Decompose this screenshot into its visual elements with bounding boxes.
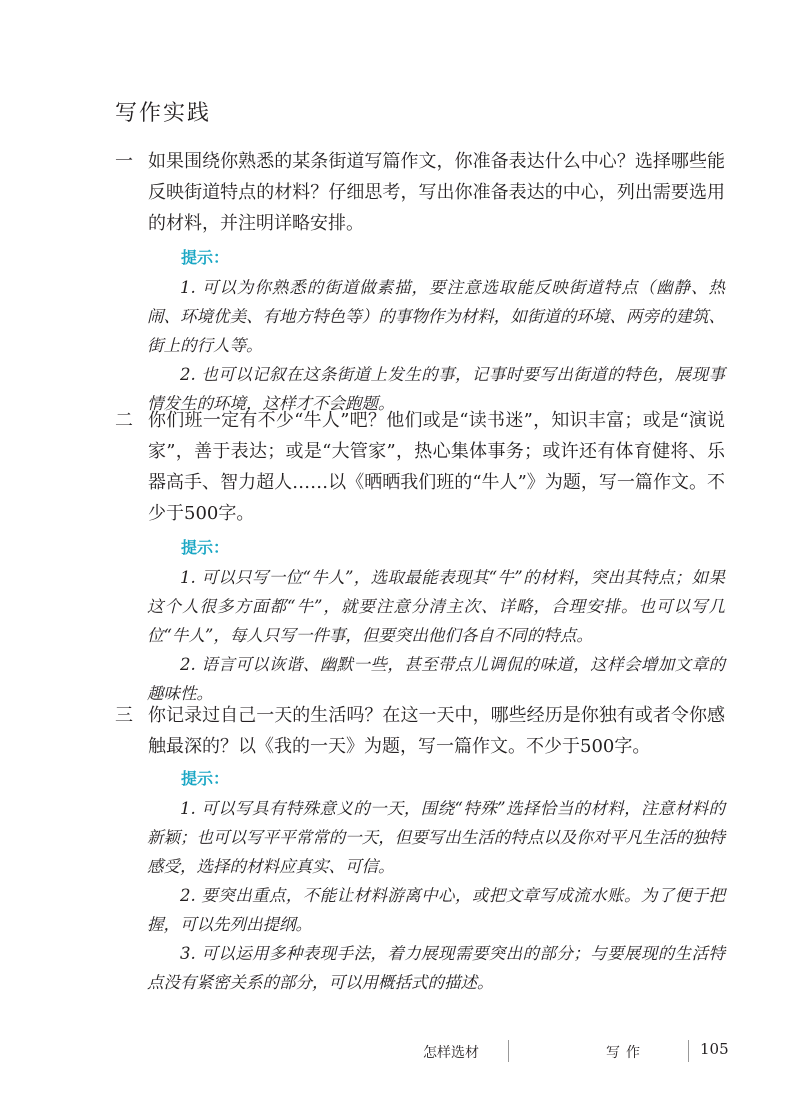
hint-item: 3. 可以运用多种表现手法，着力展现需要突出的部分；与要展现的生活特点没有紧密关系的部分，可以用概括式的描述。	[147, 944, 725, 992]
question-3	[115, 700, 725, 997]
page-number: 105	[700, 1040, 729, 1058]
hint-label: 提示：	[181, 538, 230, 557]
question-number: 一	[115, 151, 133, 172]
hint-item: 1. 可以写具有特殊意义的一天，围绕“特殊”选择恰当的材料，注意材料的新颖；也可以写平平常常的一天，但要写出生活的特点以及你对平凡生活的独特感受，选择的材料应真实、可信。	[147, 799, 725, 876]
question-text: 如果围绕你熟悉的某条街道写篇作文，你准备表达什么中心？选择哪些能反映街道特点的材料？仔细思考，写出你准备表达的中心，列出需要选用的材料，并注明详略安排。	[148, 151, 725, 234]
hint-label: 提示：	[181, 769, 230, 788]
hint-item: 1. 可以只写一位“牛人”，选取最能表现其“牛”的材料，突出其特点；如果这个人很多方面都“牛”，就要注意分清主次、详略，合理安排。也可以写几位“牛人”，每人只写一件事，但要突出他们各自不同的特点。	[147, 568, 725, 645]
question-number: 二	[115, 410, 133, 431]
hint-label: 提示：	[181, 248, 230, 267]
hint-item: 1. 可以为你熟悉的街道做素描，要注意选取能反映街道特点（幽静、热闹、环境优美、有地方特色等）的事物作为材料，如街道的环境、两旁的建筑、街上的行人等。	[147, 278, 725, 355]
question-text: 你记录过自己一天的生活吗？在这一天中，哪些经历是你独有或者令你感触最深的？以《我的一天》为题，写一篇作文。不少于500字。	[148, 705, 725, 757]
footer-chapter-title: 怎样选材	[423, 1045, 479, 1061]
footer-divider	[688, 1040, 689, 1062]
question-1	[115, 146, 725, 418]
hint-item: 2. 要突出重点，不能让材料游离中心，或把文章写成流水账。为了便于把握，可以先列出提纲。	[147, 886, 725, 934]
question-2	[115, 405, 725, 708]
section-title: 写作实践	[115, 101, 212, 126]
question-text: 你们班一定有不少“牛人”吧？他们或是“读书迷”，知识丰富；或是“演说家”，善于表达；或是“大管家”，热心集体事务；或许还有体育健将、乐器高手、智力超人……以《晒晒我们班的“牛人”》为题，写一篇作文。不少于500字。	[148, 410, 725, 524]
question-number: 三	[115, 705, 133, 726]
footer-section-title: 写作	[606, 1045, 646, 1061]
hint-item: 2. 也可以记叙在这条街道上发生的事，记事时要写出街道的特色，展现事情发生的环境，这样才不会跑题。	[147, 365, 725, 413]
hint-item: 2. 语言可以诙谐、幽默一些，甚至带点儿调侃的味道，这样会增加文章的趣味性。	[147, 655, 725, 703]
footer-divider	[508, 1040, 509, 1062]
